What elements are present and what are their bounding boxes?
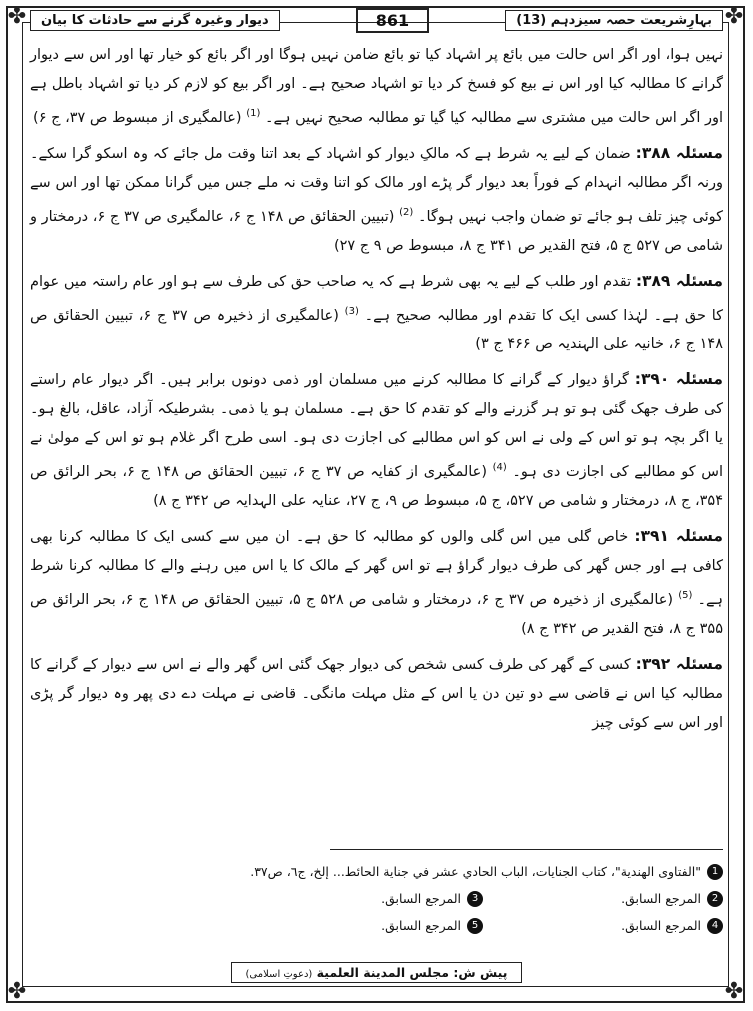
paragraph-text: خاص گلی میں اس گلی والوں کو مطالبہ کا حق ہے۔ ان میں سے کسی ایک کا مطالبہ کرنا بھی کافی ہے اور جس گھر کی طرف دیوار گراؤ ہے تو اس گھر کے مالک کا یا اس میں رہنے والے کا مطالبہ کرنا شرط ہے۔ [30,529,724,609]
paragraph-text: تقدم اور طلب کے لیے یہ بھی شرط ہے کہ یہ صاحب حق کی طرف سے ہو اور عام راستہ میں عوام کا حق ہے۔ لہٰذا کسی ایک کا تقدم اور مطالبہ صحیح ہے۔ [30,273,724,324]
footnote-ref[interactable]: (5) [678,590,693,602]
footnote-number: 2 [707,891,723,907]
footnote-text: المرجع السابق. [621,891,701,906]
footnote-ref[interactable]: (3) [344,305,359,317]
paragraph [30,267,723,360]
paragraph [30,365,723,516]
corner-ornament-icon: ✤ [724,979,744,1004]
citation: (عالمگیری از ذخیرہ ص ۳۷ ج ۶، تبیین الحقائق ص ۱۴۸ ج ۶، خانیہ علی الہندیہ ص ۴۶۶ ج ۳) [30,307,723,353]
footnote-ref[interactable]: (2) [399,206,414,218]
footnote-text: المرجع السابق. [621,918,701,933]
masala-label: مسئلہ ۳۸۸: [635,143,723,162]
masala-label: مسئلہ ۳۹۰: [634,370,724,389]
page-number: 861 [356,8,429,33]
footnote-text: "الفتاوى الهندية"، كتاب الجنايات، الباب الحادي عشر في جناية الحائط... إلخ، ج٦، ص٣٧. [250,864,701,879]
footnote-separator [330,849,723,850]
masala-label: مسئلہ ۳۸۹: [635,271,723,290]
footnotes [40,858,723,939]
chapter-title: دیوار وغیرہ گرنے سے حادثات کا بیان [30,10,280,31]
citation: (عالمگیری از ذخیرہ ص ۳۷ ج ۶، درمختار و شامی ص ۵۲۸ ج ۵، تبیین الحقائق ص ۱۴۸ ج ۶، بحر الرائق ص ۳۵۵ ج ۸، فتح القدیر ص ۳۴۲ ج ۸) [30,592,723,638]
publisher-note: (دعوتِ اسلامی) [245,969,313,980]
corner-ornament-icon: ✤ [724,4,744,29]
citation: (عالمگیری از مبسوط ص ۳۷، ج ۶) [33,109,242,126]
book-title: بہارِشریعت حصہ سیزدہم (13) [505,10,723,31]
footnote-text: المرجع السابق. [381,891,461,906]
paragraph-text: ضمان کے لیے یہ شرط ہے کہ مالکِ دیوار کو اشہاد کے بعد اتنا وقت مل جائے کہ وہ اسکو گرا سکے۔ ورنہ اگر مطالبہ انہدام کے فوراً بعد دیوار گر پڑے اور مالک کو اتنا وقت نہ ملے جس میں گرانا ممکن تھا اور اس سے کوئی چیز تلف ہو جائے تو ضمان واجب نہیں ہوگا۔ [30,145,724,225]
paragraph [30,650,723,738]
page-header [30,6,723,34]
footnote [523,885,723,912]
corner-ornament-icon: ✤ [7,979,27,1004]
footnote-text: المرجع السابق. [381,918,461,933]
footnote-number: 3 [467,891,483,907]
footnote-row [40,858,723,885]
publisher-box [231,962,523,983]
footnote-ref[interactable]: (1) [246,108,261,119]
paragraph [30,522,723,644]
main-text [30,40,723,744]
footnote [283,912,483,939]
presented-by-label: پیش ش: [453,965,508,980]
footnote-row [40,885,723,912]
publisher-name: مجلس المدينة العلمية [316,965,450,980]
footnote-number: 4 [707,918,723,934]
masala-label: مسئلہ ۳۹۲: [635,655,723,674]
page-footer [0,962,753,983]
citation: (عالمگیری از کفایہ ص ۳۷ ج ۶، تبیین الحقائق ص ۱۴۸ ج ۶، بحر الرائق ص ۳۵۴، ج ۸، درمختار و شامی ص ۵۲۷، ج ۵، مبسوط ص ۹، ج ۲۷، عنایہ علی الہدایہ ص ۳۴۲ ج ۸) [30,464,723,510]
footnote-ref[interactable]: (4) [492,462,507,474]
paragraph [30,139,723,261]
corner-ornament-icon: ✤ [7,4,27,29]
masala-label: مسئلہ ۳۹۱: [634,527,723,546]
citation: (تبیین الحقائق ص ۱۴۸ ج ۶، عالمگیری ص ۳۷ ج ۶، درمختار و شامی ص ۵۲۷ ج ۵، فتح القدیر ص ۳۴۱ ج ۸، مبسوط ص ۹ ج ۲۷) [30,208,723,254]
footnote-row [40,912,723,939]
footnote-number: 5 [467,918,483,934]
paragraph-text: نہیں ہوا، اور اگر اس حالت میں بائع پر اشہاد کیا تو بائع ضامن نہیں ہوگا اور اگر بائع کو خیار تھا اور اس سے دیوار گرانے کا مطالبہ کیا اور اس نے بیع کو فسخ کر دیا تو اشہاد صحیح ہے۔ اور اگر بیع کو لازم کر دیا تو اشہاد باطل ہے اور اگر اس حالت میں مشتری سے مطالبہ کیا گیا تو مطالبہ صحیح نہیں ہے۔ [30,47,723,126]
footnote [523,912,723,939]
footnote [283,885,483,912]
paragraph-text: گراؤ دیوار کے گرانے کا مطالبہ کرنے میں مسلمان اور ذمی دونوں برابر ہیں۔ اگر دیوار عام راستے کی طرف جھک گئی ہو تو ہر گزرنے والے کو تقدم کا حق ہے۔ مسلمان ہو یا ذمی۔ بشرطیکہ آزاد، عاقل، بالغ ہو۔ یا اگر بچہ ہو تو اس کے ولی نے اس کو اس مطالبے کی اجازت دی ہو۔ اسی طرح اگر غلام ہو تو اس کے مولیٰ نے اس کو مطالبے کی اجازت دی ہو۔ [30,372,723,481]
paragraph [30,40,723,133]
footnote-number: 1 [707,864,723,880]
footnote [250,858,723,885]
paragraph-text: کسی کے گھر کی طرف کسی شخص کی دیوار جھک گئی اس گھر والے نے اس سے دیوار کے گرانے کا مطالبہ کیا اس نے قاضی سے دو تین دن یا اس کے مثل مہلت مانگی۔ قاضی نے مہلت دے دی پھر وہ دیوار گر پڑی اور اس سے کوئی چیز [30,657,723,732]
